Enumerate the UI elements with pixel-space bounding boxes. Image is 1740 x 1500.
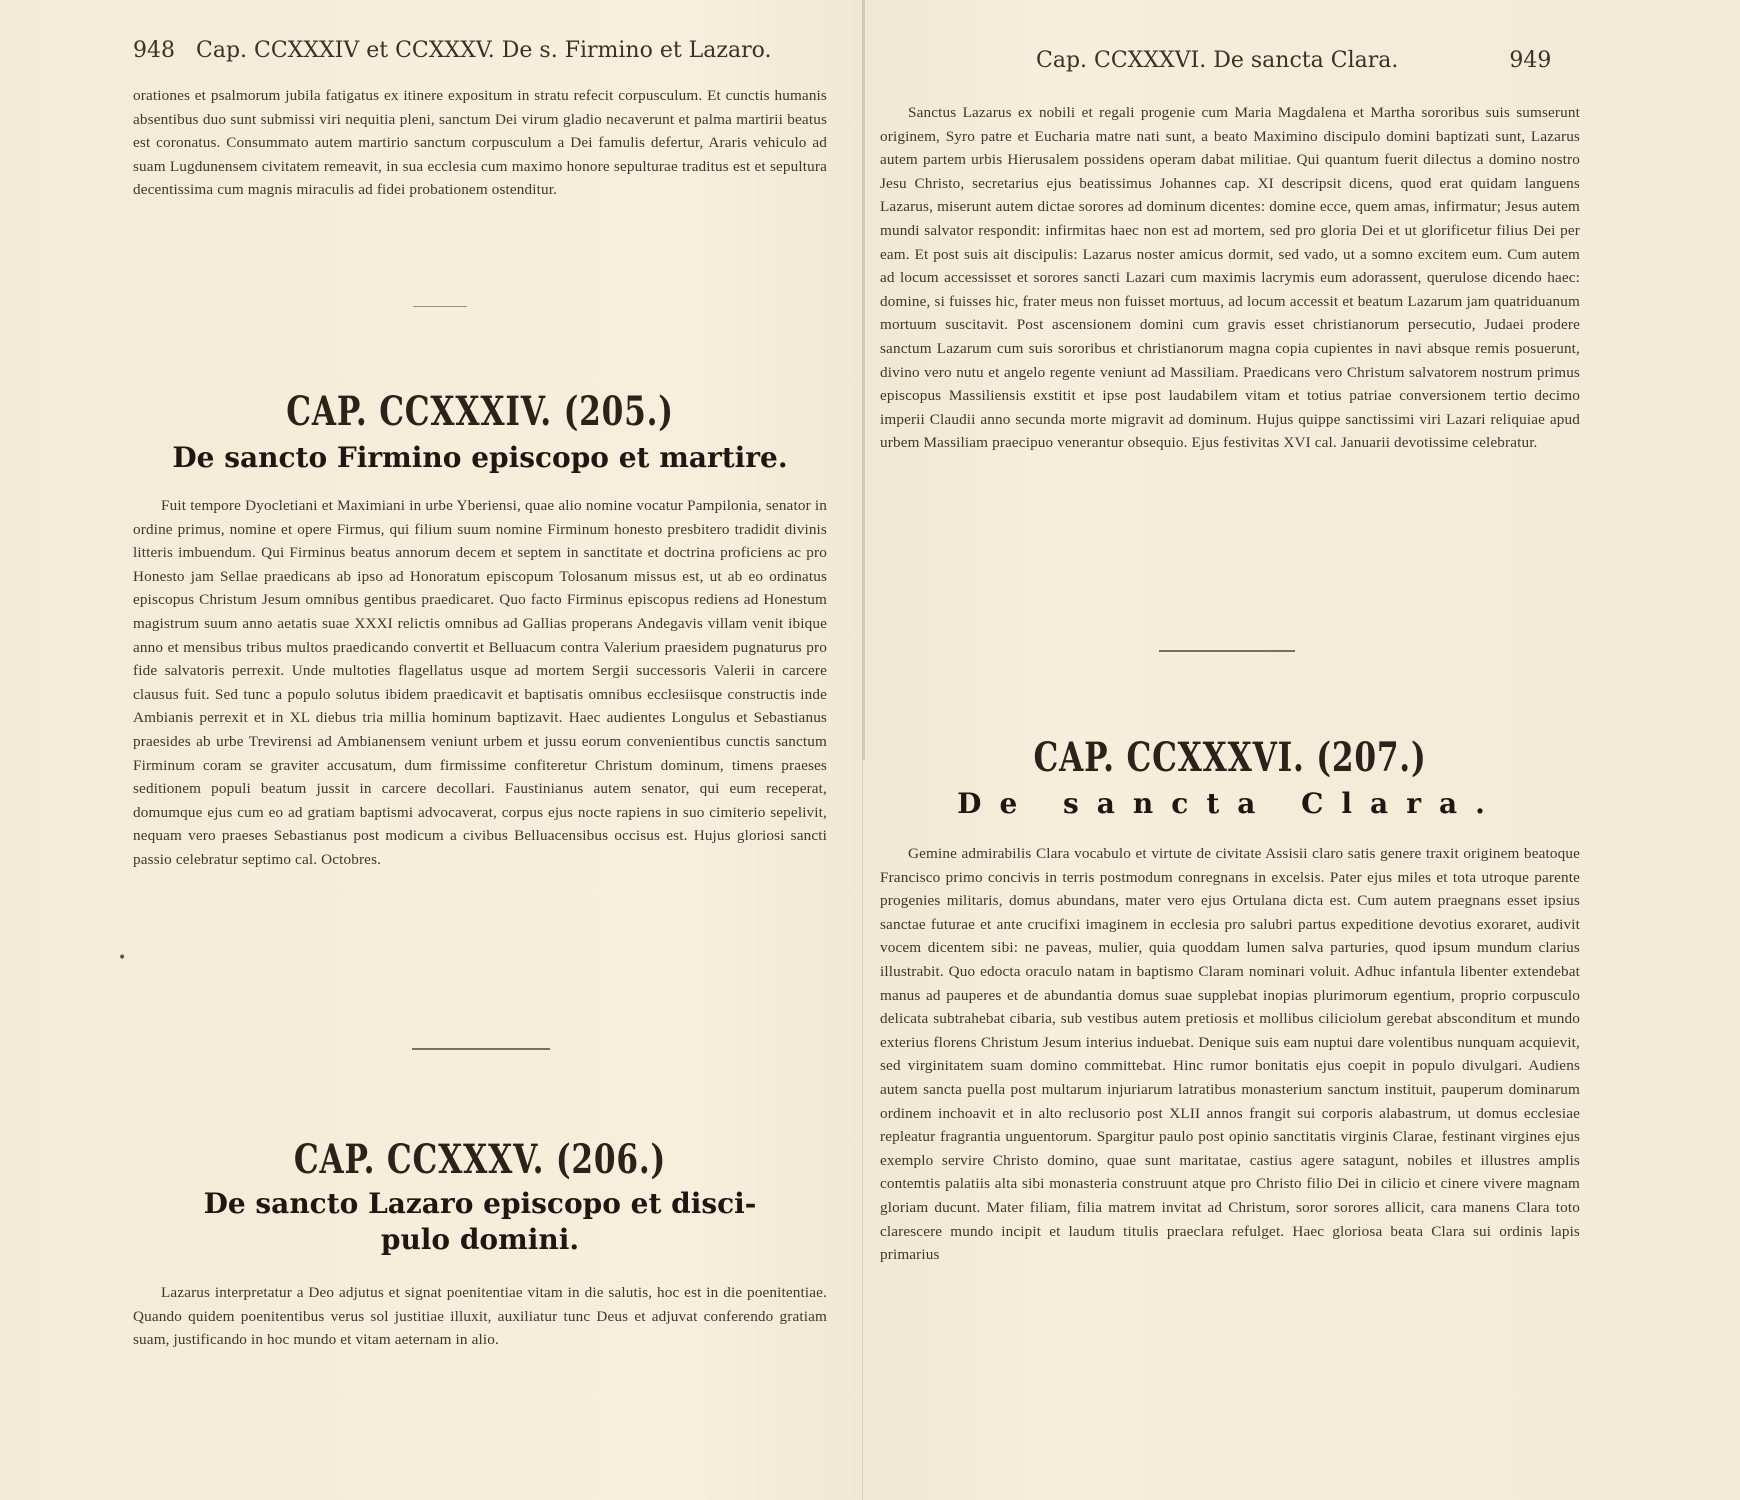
ornament-rule (1159, 650, 1295, 652)
ornament-rule (412, 1048, 550, 1050)
chapter-235-text: Lazarus interpretatur a Deo adjutus et signat poenitentiae vitam in die salutis, hoc est in die poenitentiae. Quando quidem poenitentibus verus sol justitiae illuxit, auxiliatur tunc Deus et adjuvat conferendo gratiam suam, justificando in hoc mundo et vitam aeternam in alio. (133, 1284, 827, 1349)
left-page-number: 948 (133, 38, 175, 63)
left-running-head (133, 38, 771, 63)
gutter-line (862, 0, 863, 1500)
chapter-235-number: CAP. CCXXXV. (206.) (293, 1136, 667, 1183)
chapter-235-title (120, 1186, 840, 1258)
chapter-235-title-line-2: pulo domini. (380, 1223, 580, 1256)
left-continuation-text: orationes et psalmorum jubila fatigatus ex itinere expositum in stratu refecit corpusculum. Et cunctis humanis absentibus duo sunt submissi viri nequitia pleni, sanctum Dei virum gladio necaverunt et palma martirii beatus est coronatus. Consummato autem martirio sanctum corpusculum a Dei famulis defertur, Araris vehiculo ad suam Lugdunensem civitatem remeavit, in sua ecclesia cum maximo honore sepulturae traditus est et sepultura decentissima cum magnis miraculis ad fidei probationem ostenditur. (133, 87, 827, 199)
right-running-head (1036, 48, 1551, 73)
chapter-236-number: CAP. CCXXXVI. (207.) (1033, 734, 1427, 781)
chapter-234-text: Fuit tempore Dyocletiani et Maximiani in urbe Yberiensi, quae alio nomine vocatur Pampilonia, senator in ordine primus, nomine et opere Firmus, qui filium suum nomine Firminum honesto presbitero tradidit divinis litteris imbuendum. Qui Firminus beatus annorum decem et septem in sanctitate et doctrina proficiens ac pro Honesto jam Sellae praedicans ab ipso ad Honoratum episcopum Tolosanum missus est, ut ab eo ordinatus episcopus Christum Jesum omnibus gentibus praedicaret. Quo facto Firminus episcopus rediens ad Honestum magistrum suum anno aetatis suae XXXI relictis omnibus ad Gallias properans Andegavis villam venit ibique anno et mensibus tribus multos praedicando convertit et Belluacum contra Valerium praesidem pugnaturus pro fide salvatoris perrexit. Unde multoties flagellatus usque ad mortem Sergii successoris Valerii in carcere clausus fuit. Sed tunc a populo solutus ibidem praedicavit et baptisatis omnibus ecclesiisque constructis inde Ambianis perrexit et in XL diebus tria millia hominum baptizavit. Haec audientes Longulus et Sebastianus praesides ab urbe Trevirensi ad Ambianensem veniunt urbem et jussu eorum convenientibus cunctis sanctum Firminum coram se graviter accusatum, dum firmissime confiteretur Christum dominum, timens praeses seditionem populi beatum jussit in carcere decollari. Faustinianus autem senator, qui eum receperat, domumque ejus cum eo ad gratiam baptismi advocaverat, corpus ejus nocte rapiens in suo cimiterio sepelivit, nequam vero praeses Sebastianus post modicum a civibus Belluacensibus occisus est. Hujus gloriosi sancti passio celebratur septimo cal. Octobres. (133, 497, 827, 868)
right-page-number: 949 (1509, 48, 1552, 73)
chapter-236-title: De sancta Clara. (957, 787, 1503, 820)
left-running-title: Cap. CCXXXIV et CCXXXV. De s. Firmino et Lazaro. (196, 38, 772, 63)
chapter-234-title: De sancto Firmino episcopo et martire. (172, 441, 788, 474)
chapter-234-number: CAP. CCXXXIV. (205.) (286, 388, 674, 435)
right-page (866, 0, 1740, 1500)
right-running-title: Cap. CCXXXVI. De sancta Clara. (1036, 48, 1399, 73)
ornament-rule (413, 306, 467, 307)
left-page (0, 0, 862, 1500)
margin-dot: • (118, 950, 127, 966)
right-continuation-text: Sanctus Lazarus ex nobili et regali progenie cum Maria Magdalena et Martha sororibus suis sumserunt originem, Syro patre et Eucharia matre nati sunt, a beato Maximino discipulo domini baptizati sunt, Lazarus autem partem urbis Hierusalem possidens operam dabat militiae. Qui quantum fuerit dilectus a domino nostro Jesu Christo, secretarius ejus beatissimus Johannes cap. XI descripsit dicens, quod erat quidam languens Lazarus, miserunt autem dictae sorores ad dominum dicentes: domine ecce, quem amas, infirmatur; Jesus autem mundi salvator respondit: infirmitas haec non est ad mortem, sed pro gloria Dei et ut glorificetur filius Dei per eam. Et post suis ait discipulis: Lazarus noster amicus dormit, sed vado, ut a somno excitem eum. Cum autem ad locum accessisset et sorores sancti Lazari cum maximis lacrymis eum adorassent, querulose dicendo haec: domine, si fuisses hic, frater meus non fuisset mortuus, ad locum accessit et beatum Lazarum jam quatriduanum mortuum suscitavit. Post ascensionem domini cum gravis esset christianorum persecutio, Judaei prodere sanctum Lazarum cum suis sororibus et christianorum magna copia cupientes in navi absque remis posuerunt, divino vero nutu et angelo regente veniunt ad Massiliam. Praedicans vero Christum salvatorem nostrum primus episcopus Massiliensis exstitit et ipse post laudabilem vitam et totius patriae conversionem tertio decimo imperii Claudii anno secunda morte migravit ad dominum. Hujus quippe sanctissimi viri Lazari reliquiae apud urbem Massiliam praecipuo venerantur obsequio. Ejus festivitas XVI cal. Januarii devotissime celebratur. (880, 104, 1580, 452)
chapter-235-title-line-1: De sancto Lazaro episcopo et disci- (203, 1187, 757, 1220)
chapter-236-text: Gemine admirabilis Clara vocabulo et virtute de civitate Assisii claro satis genere traxit originem beatoque Francisco primo concivis in terris postmodum conregnans in excelsis. Pater ejus miles et tota utroque parente progenies militaris, domus abundans, mater vero ejus Ortulana dicta est. Cum autem praegnans esset ipsius sanctae futurae et ante crucifixi imaginem in ecclesia pro salubri partus expeditione devotius exoraret, audivit vocem dicentem sibi: ne paveas, mulier, quia quoddam lumen salva parturies, quod ipsum mundum clarius illustrabit. Quo edocta oraculo natam in baptismo Claram nominari voluit. Adhuc infantula libenter extendebat manus ad pauperes et de abundantia domus suae supplebat inopias plurimorum egentium, proprio corpusculo delicata subtrahebat cibaria, sub vestibus autem pretiosis et mollibus ciliciolum gerebat absconditum et mundo exterius florens Christum Jesum interius induebat. Denique suis eam nuptui dare volentibus nunquam acquievit, sed virginitatem suam domino committebat. Hinc rumor bonitatis ejus coepit in populo divulgari. Audiens autem sancta puella post multarum injuriarum latratibus monasterium sanctum instituit, pauperum dominarum ordinem inchoavit et in alto reclusorio post XLII annos frangit sui corporis alabastrum, ut domus ecclesiae repleatur fragrantia unguentorum. Spargitur paulo post opinio sanctitatis virginis Clarae, festinant virgines ejus exemplo servire Christo domino, quae sunt maritatae, castius agere satagunt, nobiles et illustres amplis contemtis palatiis alta sibi monasteria construunt atque pro Christo filio Dei in cilicio et cinere vivere magnam gloriam ducunt. Mater filiam, filia matrem invitat ad Christum, soror sorores allicit, cara manens Clara toto clarescere mundo incipit et laudum titulis praeclara refulget. Haec gloriosa beata Clara sui ordinis lapis primarius (880, 845, 1580, 1264)
